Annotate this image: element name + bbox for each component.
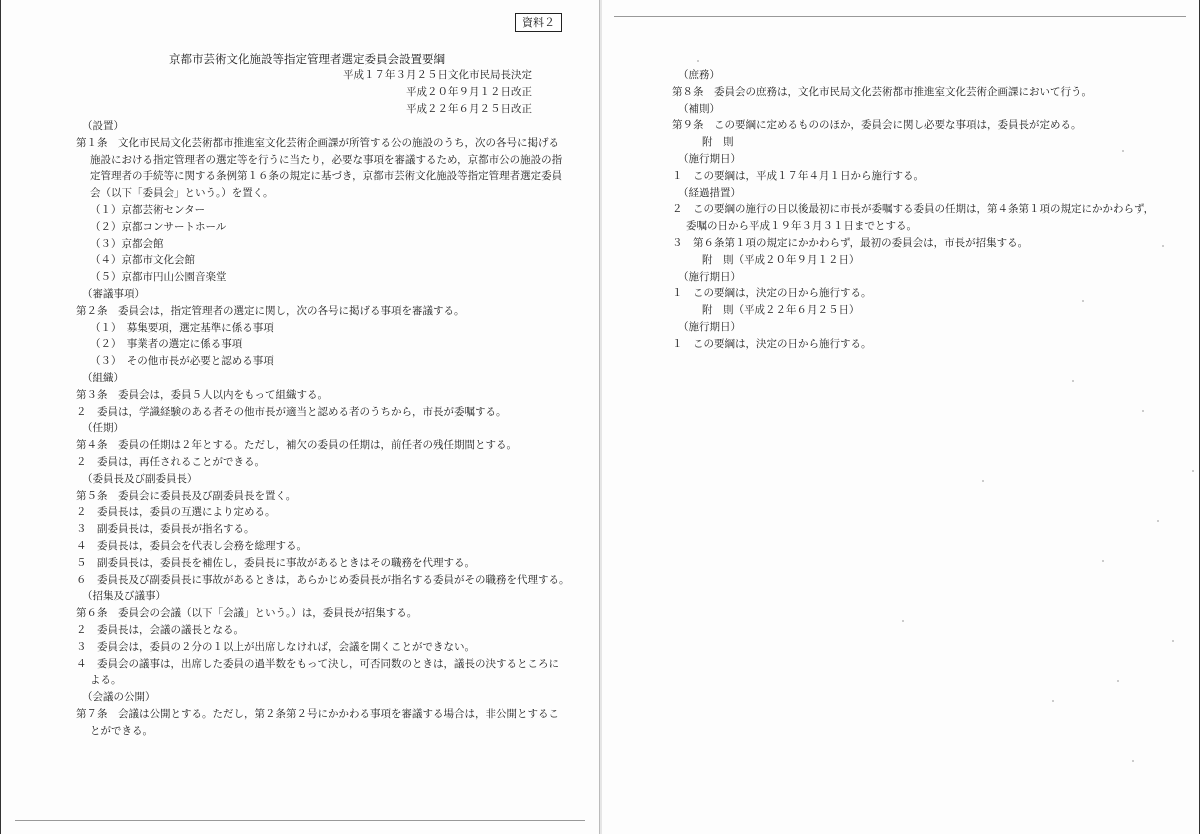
right-line-8: ２ この要綱の施行の日以後最初に市長が委嘱する委員の任期は，第４条第１項の規定にかかわらず， [672, 203, 1155, 216]
left-line-7: （３）京都会館 [90, 237, 164, 250]
scan-speck [1122, 150, 1124, 152]
left-line-33: よる。 [90, 674, 122, 687]
left-line-1: 第１条 文化市民局文化芸術都市推進室文化芸術企画課が所管する公の施設のうち，次の各号に掲げる [76, 136, 559, 149]
left-line-25: ４ 委員長は，委員会を代表し会務を総理する。 [76, 539, 307, 552]
scan-speck [1162, 245, 1164, 247]
left-line-15: （組織） [82, 371, 124, 384]
left-line-22: 第５条 委員会に委員長及び副委員長を置く。 [76, 489, 297, 502]
scan-speck [1132, 760, 1134, 762]
right-line-16: １ この要綱は，決定の日から施行する。 [672, 337, 872, 350]
left-line-5: （１）京都芸術センター [90, 203, 206, 216]
left-line-21: （委員長及び副委員長） [82, 472, 198, 485]
left-line-2: 施設における指定管理者の選定等を行うに当たり，必要な事項を審議するため，京都市公の施設の指 [90, 153, 563, 166]
left-line-18: （任期） [82, 422, 124, 435]
left-line-17: ２ 委員は，学識経験のある者その他市長が適当と認める者のうちから，市長が委嘱する。 [76, 405, 507, 418]
scan-speck [1052, 700, 1054, 702]
left-line-26: ５ 副委員長は，委員長を補佐し，委員長に事故があるときはその職務を代理する。 [76, 556, 475, 569]
right-body-text [672, 67, 1154, 353]
right-line-12: （施行期日） [678, 270, 741, 283]
right-line-0: （庶務） [678, 69, 720, 81]
left-line-28: （招集及び議事） [82, 590, 166, 603]
decision-date: 平成１７年３月２５日文化市民局長決定 [343, 69, 532, 81]
scan-speck [1142, 410, 1144, 412]
scan-speck [1072, 380, 1074, 382]
document-title: 京都市芸術文化施設等指定管理者選定委員会設置要綱 [169, 52, 445, 66]
scan-speck [902, 620, 904, 622]
top-rule [614, 16, 1186, 17]
left-line-16: 第３条 委員会は，委員５人以内をもって組織する。 [76, 388, 328, 401]
left-line-19: 第４条 委員の任期は２年とする。ただし，補欠の委員の任期は，前任者の残任期間とする。 [76, 439, 517, 452]
scan-speck [1157, 520, 1159, 522]
left-line-31: ３ 委員会は，委員の２分の１以上が出席しなければ，会議を開くことができない。 [76, 640, 475, 653]
left-line-14: （３） その他市長が必要と認める事項 [90, 355, 274, 368]
right-line-7: （経過措置） [678, 186, 741, 199]
left-line-9: （５）京都市円山公園音楽堂 [90, 271, 227, 284]
left-line-0: （設置） [82, 120, 124, 132]
left-line-10: （審議事項） [82, 287, 145, 300]
left-line-23: ２ 委員長は，委員の互選により定める。 [76, 506, 276, 519]
right-line-5: （施行期日） [678, 152, 741, 165]
document-dates [343, 67, 532, 117]
revision-date-2: 平成２２年６月２５日改正 [406, 102, 532, 115]
right-line-10: ３ 第６条第１項の規定にかかわらず，最初の委員会は，市長が招集する。 [672, 236, 1029, 249]
left-line-36: とができる。 [90, 724, 153, 737]
left-line-29: 第６条 委員会の会議（以下「会議」という。）は，委員長が招集する。 [76, 607, 418, 620]
left-line-8: （４）京都市文化会館 [90, 254, 195, 267]
right-line-6: １ この要綱は，平成１７年４月１日から施行する。 [672, 169, 924, 182]
left-line-3: 定管理者の手続等に関する条例第１６条の規定に基づき，京都市芸術文化施設等指定管理者選定委員 [90, 170, 563, 183]
left-line-24: ３ 副委員長は，委員長が指名する。 [76, 523, 255, 536]
scan-speck [982, 480, 984, 482]
left-line-35: 第７条 会議は公開とする。ただし，第２条第２号にかかわる事項を審議する場合は，非公開とするこ [76, 707, 559, 720]
scan-speck [1172, 640, 1174, 642]
right-line-1: 第８条 委員会の庶務は，文化市民局文化芸術都市推進室文化芸術企画課において行う。 [672, 85, 1092, 98]
left-line-34: （会議の公開） [82, 691, 156, 704]
left-line-11: 第２条 委員会は，指定管理者の選定に関し，次の各号に掲げる事項を審議する。 [76, 304, 465, 317]
revision-date-1: 平成２０年９月１２日改正 [406, 85, 532, 98]
scan-speck [1117, 680, 1119, 682]
left-body-text [76, 118, 570, 739]
left-line-27: ６ 委員長及び副委員長に事故があるときは，あらかじめ委員長が指名する委員がその職務を代理する。 [76, 573, 570, 586]
right-line-13: １ この要綱は，決定の日から施行する。 [672, 287, 872, 300]
right-line-15: （施行期日） [678, 320, 741, 333]
document-label: 資料２ [515, 13, 562, 32]
right-page [602, 0, 1199, 834]
left-line-4: 会（以下「委員会」という。）を置く。 [90, 187, 274, 200]
right-line-3: 第９条 この要綱に定めるもののほか，委員会に関し必要な事項は，委員長が定める。 [672, 119, 1082, 132]
right-line-4: 附 則 [702, 136, 734, 149]
bottom-rule [15, 820, 585, 821]
right-line-11: 附 則（平成２０年９月１２日） [702, 253, 860, 266]
scan-speck [1102, 560, 1104, 562]
left-line-6: （２）京都コンサートホール [90, 220, 227, 233]
right-line-9: 委嘱の日から平成１９年３月３１日までとする。 [686, 220, 917, 233]
scan-speck [697, 60, 699, 62]
right-line-2: （補則） [678, 102, 720, 115]
left-line-13: （２） 事業者の選定に係る事項 [90, 338, 243, 351]
right-line-14: 附 則（平成２２年６月２５日） [702, 304, 860, 317]
left-line-32: ４ 委員会の議事は，出席した委員の過半数をもって決し，可否同数のときは，議長の決するところに [76, 657, 559, 670]
left-line-12: （１） 募集要項，選定基準に係る事項 [90, 321, 274, 334]
scan-speck [1192, 470, 1194, 472]
left-line-30: ２ 委員長は，会議の議長となる。 [76, 623, 244, 636]
left-line-20: ２ 委員は，再任されることができる。 [76, 455, 265, 468]
left-page [1, 0, 599, 834]
scan-speck [1082, 300, 1084, 302]
